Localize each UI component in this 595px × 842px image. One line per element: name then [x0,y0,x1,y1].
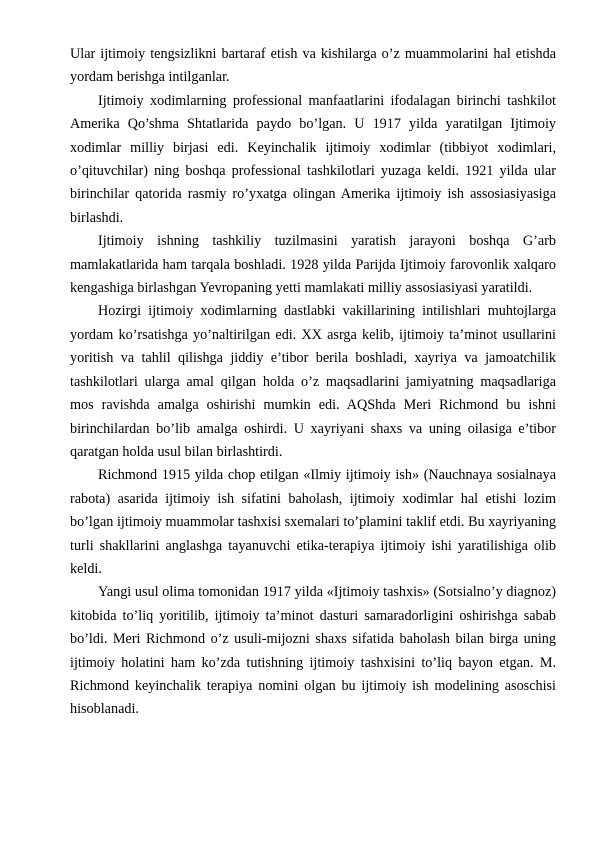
paragraph-5: Richmond 1915 yilda chop etilgan «Ilmiy ijtimoiy ish» (Nauchnaya sosialnaya rabota) asarida ijtimoiy ish sifatini baholash, ijtimoiy xodimlar hal etishi lozim bo’lgan ijtimoiy muammolar tashxisi sxemalari to’plamini taklif etdi. Bu xayriyaning turli shakllarini anglashga tayanuvchi etika-terapiya ijtimoiy ishi yaratilishiga olib keldi. [70,467,556,577]
paragraph-6: Yangi usul olima tomonidan 1917 yilda «Ijtimoiy tashxis» (Sotsialno’y diagnoz) kitobida to’liq yoritilib, ijtimoiy ta’minot dasturi samaradorligini oshirishga sabab bo’ldi. Meri Richmond o’z usuli-mijozni shaxs sifatida baholash bilan birga uning ijtimoiy holatini ham ko’zda tutishning ijtimoiy tashxisini to’liq bayon etgan. M. Richmond keyinchalik terapiya nomini olgan bu ijtimoiy ish modelining asoschisi hisoblanadi. [70,584,556,718]
paragraph-3: Ijtimoiy ishning tashkiliy tuzilmasini yaratish jarayoni boshqa G’arb mamlakatlarida ham tarqala boshladi. 1928 yilda Parijda Ijtimoiy farovonlik xalqaro kengashiga birlashgan Yevropaning yetti mamlakati milliy assosiasiyasi yaratildi. [70,233,556,297]
paragraph-4: Hozirgi ijtimoiy xodimlarning dastlabki vakillarining intilishlari muhtojlarga yordam ko’rsatishga yo’naltirilgan edi. XX asrga kelib, ijtimoiy ta’minot usullarini yoritish va tahlil qilishga jiddiy e’tibor berila boshladi, xayriya va jamoatchilik tashkilotlari ularga amal qilgan holda o’z maqsadlarini jamiyatning maqsadlariga mos ravishda amalga oshirishi mumkin edi. AQShda Meri Richmond bu ishni birinchilardan bo’lib amalga oshirdi. U xayriyani shaxs va uning oilasiga e’tibor qaratgan holda usul bilan birlashtirdi. [70,303,556,460]
paragraph-2: Ijtimoiy xodimlarning professional manfaatlarini ifodalagan birinchi tashkilot Amerika Qo’shma Shtatlarida paydo bo’lgan. U 1917 yilda yaratilgan Ijtimoiy xodimlar milliy birjasi edi. Keyinchalik ijtimoiy xodimlar (tibbiyot xodimlari, o’qituvchilar) ning boshqa professional tashkilotlari yuzaga keldi. 1921 yilda ular birinchilar qatorida rasmiy ro’yxatga olingan Amerika ijtimoiy ish assosiasiyasiga birlashdi. [70,92,556,226]
document-page [70,43,556,722]
paragraph-1: Ular ijtimoiy tengsizlikni bartaraf etish va kishilarga o’z muammolarini hal etishda yordam berishga intilganlar. [70,46,556,86]
